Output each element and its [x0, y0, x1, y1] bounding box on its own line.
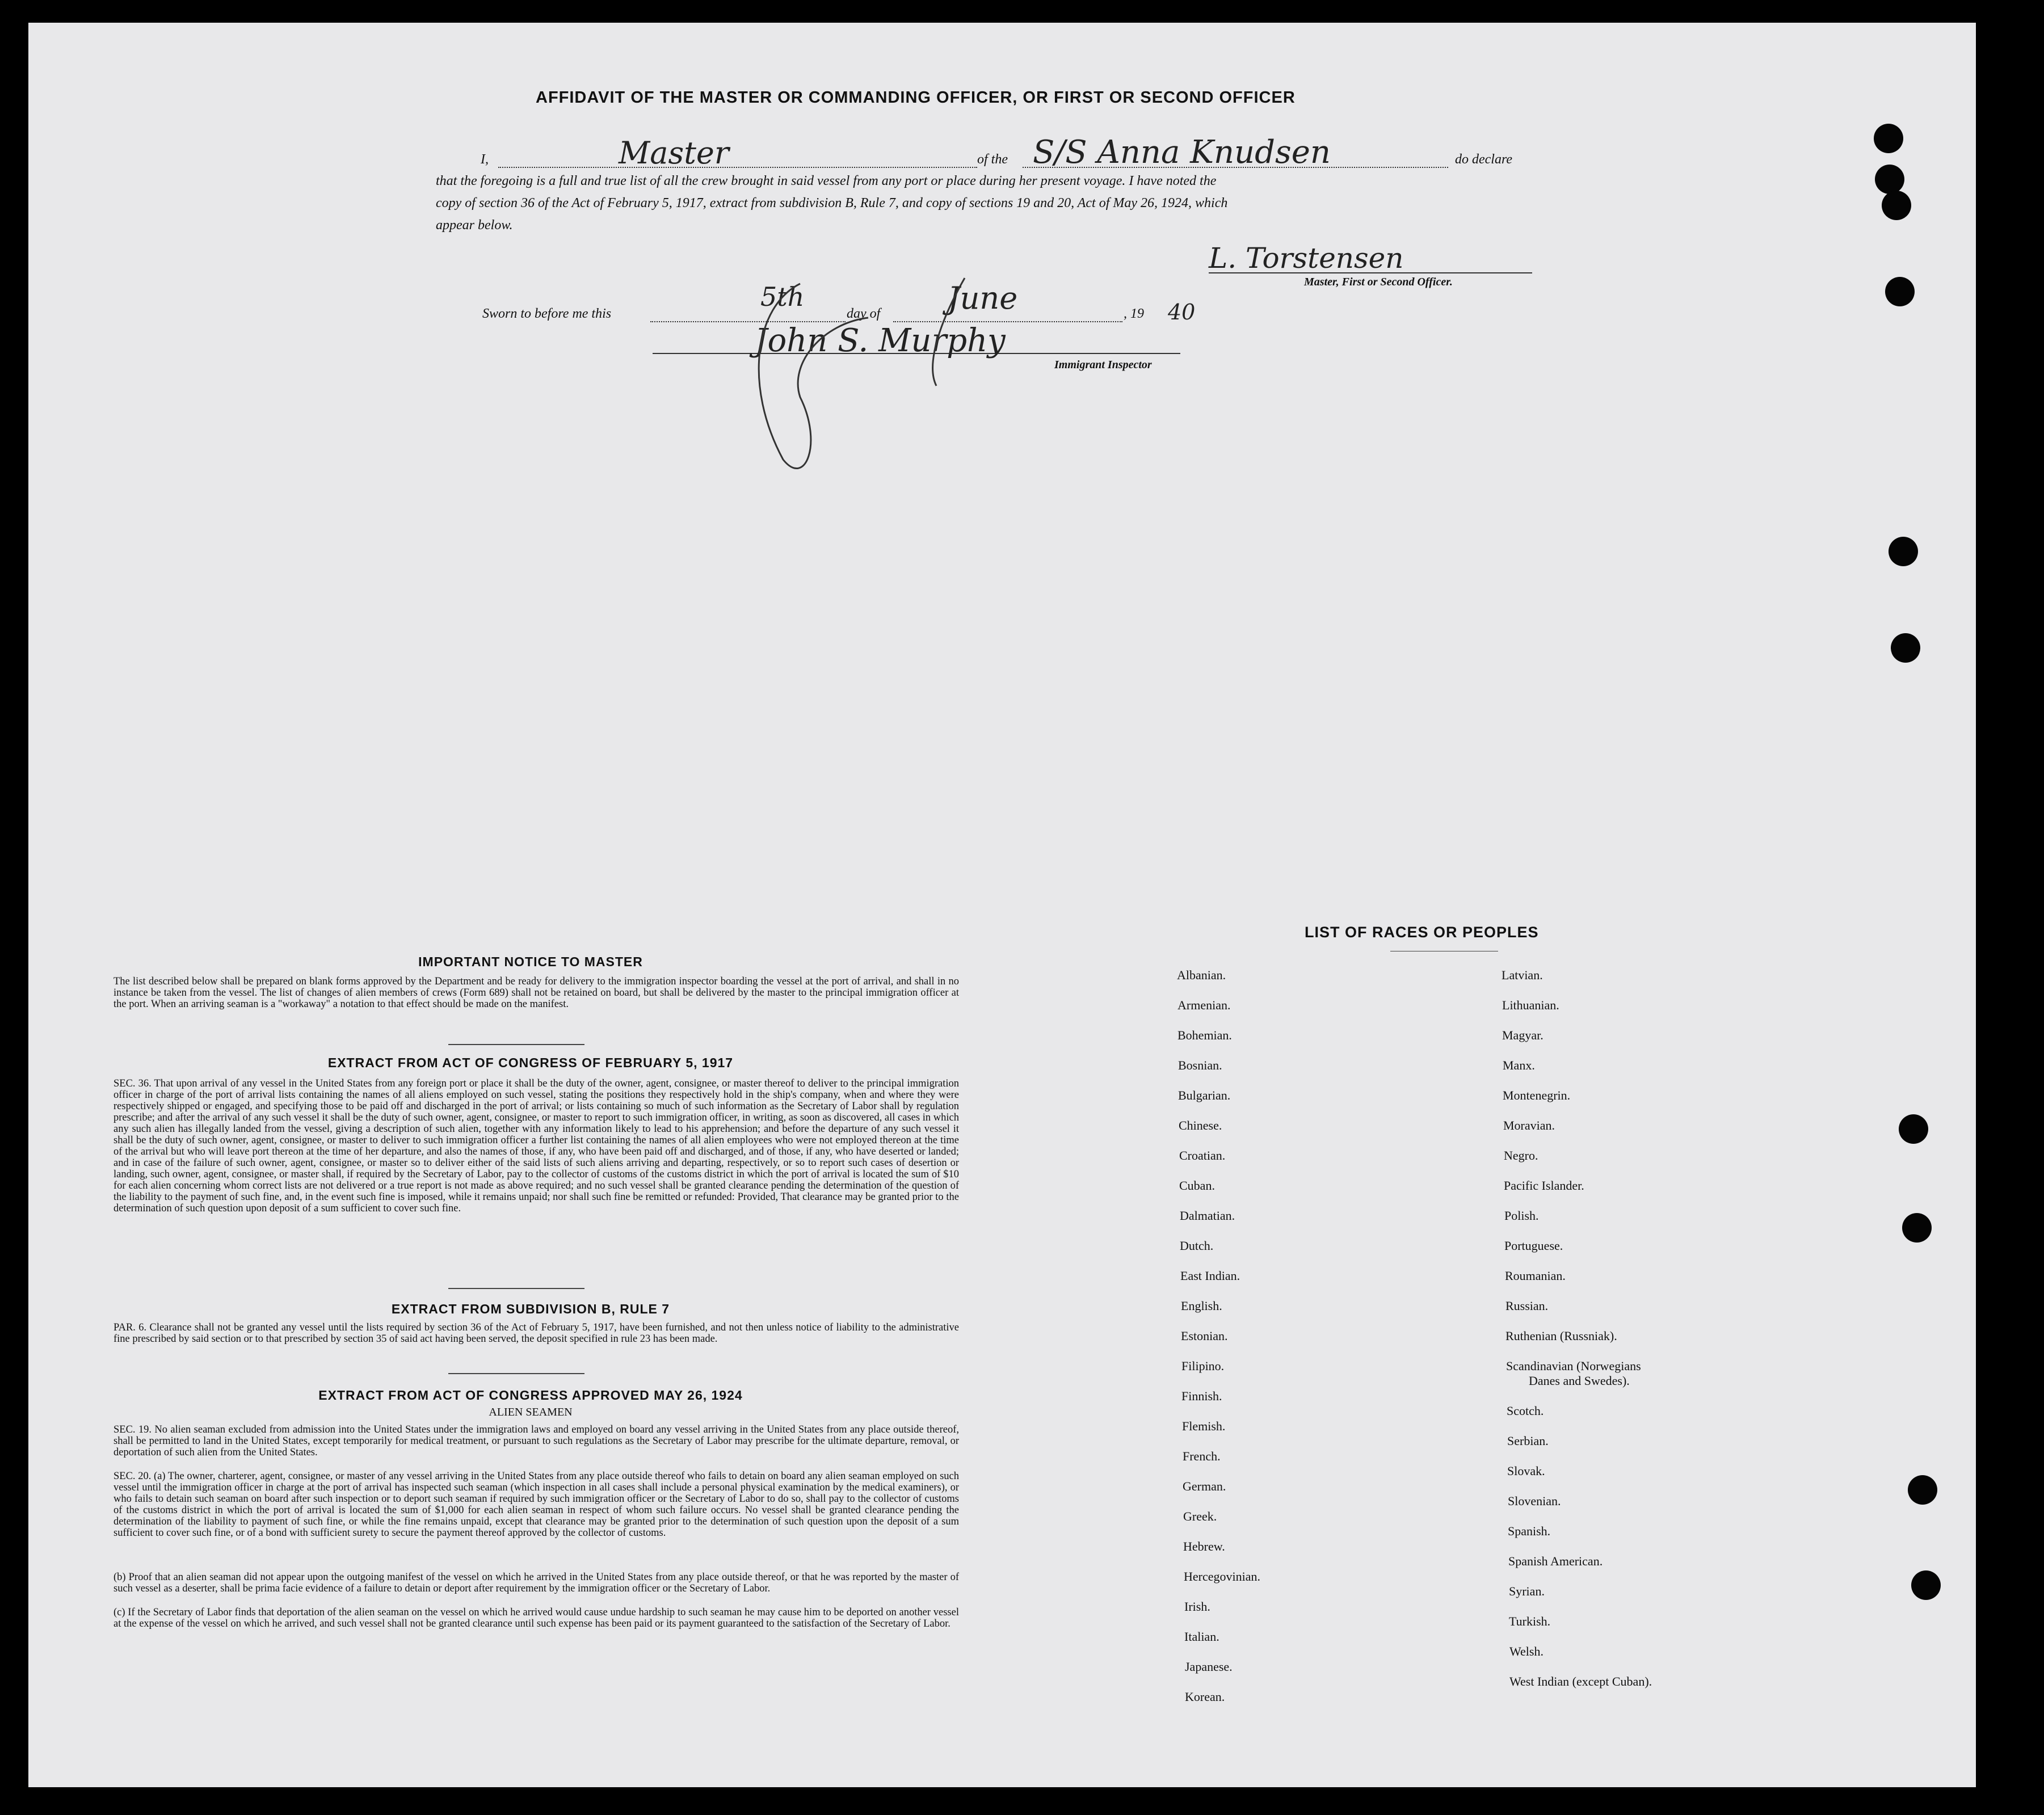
race-item: Finnish. — [1181, 1389, 1222, 1403]
affidavit-body-line3: copy of section 36 of the Act of February 5, 1917, extract from subdivision B, Rule 7, and copy of sections 19 and 20, Act of May 26, 1924, which — [436, 196, 1228, 210]
race-item: Syrian. — [1509, 1584, 1545, 1598]
punch-hole — [1902, 1213, 1932, 1243]
race-item: Portuguese. — [1504, 1239, 1563, 1253]
race-item: Welsh. — [1509, 1644, 1543, 1658]
affidavit-body-line2: that the foregoing is a full and true list of all the crew brought in said vessel from any port or place during her present voyage. I have noted the — [436, 174, 1217, 188]
race-item: Bohemian. — [1177, 1028, 1232, 1042]
race-item: Flemish. — [1182, 1419, 1226, 1433]
race-item: Chinese. — [1179, 1118, 1222, 1132]
race-item: West Indian (except Cuban). — [1509, 1674, 1652, 1688]
punch-hole — [1875, 165, 1904, 194]
race-item: Turkish. — [1509, 1614, 1551, 1628]
race-item: Dutch. — [1180, 1239, 1214, 1253]
race-item: Magyar. — [1502, 1028, 1543, 1042]
rank-handwritten: Master — [619, 135, 729, 171]
race-item: Slovak. — [1507, 1464, 1545, 1478]
sworn-year-handwritten: 40 — [1168, 300, 1196, 325]
race-item: Montenegrin. — [1503, 1088, 1571, 1102]
race-item: Serbian. — [1507, 1434, 1549, 1448]
signature-caption: Master, First or Second Officer. — [1304, 276, 1453, 288]
race-item: Estonian. — [1181, 1329, 1228, 1343]
race-item: Italian. — [1184, 1629, 1219, 1644]
race-item: Bulgarian. — [1178, 1088, 1231, 1102]
race-item: Latvian. — [1502, 968, 1543, 982]
races-title: LIST OF RACES OR PEOPLES — [1305, 924, 1539, 941]
race-item: Albanian. — [1177, 968, 1226, 982]
inspector-signature: John S. Murphy — [755, 322, 1006, 359]
punch-hole — [1908, 1475, 1937, 1505]
separator — [448, 1373, 584, 1374]
punch-hole — [1889, 537, 1918, 566]
race-item: Pacific Islander. — [1504, 1178, 1584, 1193]
race-item: Scotch. — [1507, 1404, 1544, 1418]
race-item: Filipino. — [1181, 1359, 1225, 1373]
vessel-handwritten: S/S Anna Knudsen — [1033, 134, 1331, 171]
notice-text: The list described below shall be prepared on blank forms approved by the Department and be ready for delivery to the immigration inspector boarding the vessel at the port of arrival, and shall in no instance be taken from the vessel. The list of changes of alien members of crews (Form 689) shall not be retained on board, but shall be delivered by the master to the principal immigration officer at the port. When an arriving seaman is a "workaway" a notation to that effect should be made on the manifest. — [113, 976, 959, 1010]
race-item: East Indian. — [1180, 1269, 1240, 1283]
race-item: Cuban. — [1179, 1178, 1215, 1193]
race-item: German. — [1183, 1479, 1226, 1493]
document-page — [28, 23, 1976, 1787]
sworn-day-label: day of — [847, 306, 881, 321]
race-item: Scandinavian (Norwegians — [1506, 1359, 1641, 1373]
extract-rule7-title: EXTRACT FROM SUBDIVISION B, RULE 7 — [391, 1302, 670, 1316]
race-item: Korean. — [1185, 1690, 1225, 1704]
extract-rule7-text: PAR. 6. Clearance shall not be granted any vessel until the lists required by section 36 of the Act of February 5, 1917, have been furnished, and not then unless notice of liability to the administrative fine prescribed by said section or to that prescribed by section 35 of said act having been served, the deposit specified in rule 23 has been made. — [113, 1322, 959, 1345]
sworn-month-handwritten: June — [948, 280, 1018, 316]
extract-1917-text: SEC. 36. That upon arrival of any vessel in the United States from any foreign port or place it shall be the duty of the owner, agent, consignee, or master thereof to deliver to the principal immigration officer in charge of the port of arrival lists containing the names of all aliens employed on such vessel, stating the positions they respectively hold in the ship's company, when and where they were respectively shipped or engaged, and specifying those to be paid off and discharged in the port of arrival; or lists containing so much of such information as the Secretary of Labor shall by regulation prescribe; and after the arrival of any such vessel it shall be the duty of such owner, agent, consignee, or master to report to such immigration officer, in writing, as soon as discovered, all cases in which any such alien has illegally landed from the vessel, giving a description of such alien, together with any information likely to lead to his apprehension; and before the departure of any such vessel it shall be the duty of such owner, agent, consignee, or master to deliver to such immigration officer a further list containing the names of all alien employees who were not employed thereon at the time of the arrival but who will leave port thereon at the time of her departure, and also the names of those, if any, who have been paid off and discharged, and of those, if any, who have deserted or landed; and in case of the failure of such owner, agent, consignee, or master so to deliver either of the said lists of such aliens arriving and departing, respectively, or so to report such cases of desertion or landing, such owner, agent, consignee, or master shall, if required by the Secretary of Labor, pay to the collector of customs of the customs district in which the port of arrival is located the sum of $10 for each alien concerning whom correct lists are not delivered or a true report is not made as above required; and no such vessel shall be granted clearance pending the determination of the question of the liability to the payment of such fine, and, in the event such fine is imposed, while it remains unpaid; nor shall such fine be remitted or refunded: Provided, That clearance may be granted prior to the determination of such question upon deposit of a sum sufficient to cover such fine. — [113, 1078, 959, 1214]
extract-1917-title: EXTRACT FROM ACT OF CONGRESS OF FEBRUARY 5, 1917 — [327, 1055, 734, 1070]
race-item: Croatian. — [1179, 1148, 1226, 1163]
race-item: Slovenian. — [1508, 1494, 1561, 1508]
race-item: Hebrew. — [1183, 1539, 1225, 1553]
punch-hole — [1885, 277, 1915, 306]
punch-hole — [1874, 124, 1903, 153]
master-signature: L. Torstensen — [1209, 242, 1404, 275]
extract-1924-sec20b: (b) Proof that an alien seaman did not appear upon the outgoing manifest of the vessel on which he arrived in the United States from any place outside thereof, or that he was reported by the master of such vessel as a deserter, shall be prima facie evidence of a failure to detain or deport after requirement by the immigration officer or the Secretary of Labor. — [113, 1572, 959, 1594]
race-item: Dalmatian. — [1180, 1208, 1235, 1223]
punch-hole — [1882, 191, 1911, 220]
affidavit-body-line4: appear below. — [436, 218, 513, 233]
race-item: French. — [1183, 1449, 1221, 1463]
inspector-caption: Immigrant Inspector — [1054, 359, 1152, 371]
inspector-signature-flourish — [738, 272, 1055, 488]
race-item: Bosnian. — [1178, 1058, 1222, 1072]
race-item: Ruthenian (Russniak). — [1505, 1329, 1617, 1343]
race-item: Japanese. — [1185, 1660, 1233, 1674]
notice-title: IMPORTANT NOTICE TO MASTER — [418, 954, 643, 969]
sworn-day-handwritten: 5th — [760, 281, 805, 312]
race-item: Hercegovinian. — [1184, 1569, 1260, 1584]
affidavit-line1-of: of the — [977, 152, 1008, 167]
rank-fill-line — [498, 167, 977, 168]
affidavit-line1-prefix: I, — [481, 152, 489, 167]
race-item: Irish. — [1184, 1599, 1210, 1614]
race-item: English. — [1181, 1299, 1222, 1313]
affidavit-title: AFFIDAVIT OF THE MASTER OR COMMANDING OFFICER, OR FIRST OR SECOND OFFICER — [536, 89, 1296, 107]
race-item: Moravian. — [1503, 1118, 1555, 1132]
extract-1924-sec19: SEC. 19. No alien seaman excluded from admission into the United States under the immigration laws and employed on board any vessel arriving in the United States from any place outside thereof, shall be permitted to land in the United States, except temporarily for medical treatment, or pursuant to such regulations as the Secretary of Labor may prescribe for the ultimate departure, removal, or deportation of such alien from the United States. — [113, 1424, 959, 1458]
extract-1924-subtitle: ALIEN SEAMEN — [489, 1406, 573, 1418]
separator — [448, 1288, 584, 1289]
race-item: Spanish American. — [1508, 1554, 1603, 1568]
extract-1924-sec20c: (c) If the Secretary of Labor finds that deportation of the alien seaman on the vessel on which he arrived would cause undue hardship to such seaman he may cause him to be deported on another vessel at the expense of the vessel on which he arrived, and such vessel shall not be granted clearance until such expense has been paid or its payment guaranteed to the satisfaction of the Secretary of Labor. — [113, 1607, 959, 1629]
race-item: Polish. — [1504, 1208, 1539, 1223]
affidavit-line1-suffix: do declare — [1455, 152, 1513, 167]
punch-hole — [1891, 633, 1920, 663]
separator — [448, 1044, 584, 1045]
race-item: Roumanian. — [1505, 1269, 1566, 1283]
extract-1924-sec20a: SEC. 20. (a) The owner, charterer, agent, consignee, or master of any vessel arriving in the United States from any place outside thereof who fails to detain on board any alien seaman employed on such vessel until the immigration officer in charge at the port of arrival has inspected such seaman (which inspection in all cases shall include a personal physical examination by the medical examiners), or who fails to detain such seaman on board after such inspection or to deport such seaman if required by such immigration officer or the Secretary of Labor to do so, shall pay to the collector of customs of the customs district in which the port of arrival is located the sum of $1,000 for each alien seaman in respect of whom such failure occurs. No vessel shall be granted clearance pending the determination of the liability to payment of such fine, or while the fine remains unpaid, except that clearance may be granted prior to the determination of such question upon the deposit of a sum sufficient to cover such fine, or of a bond with sufficient surety to secure the payment thereof approved by the collector of customs. — [113, 1471, 959, 1539]
race-item: Greek. — [1183, 1509, 1217, 1523]
sworn-prefix: Sworn to before me this — [482, 306, 612, 321]
sworn-year-prefix: , 19 — [1124, 306, 1144, 321]
race-item: Russian. — [1505, 1299, 1549, 1313]
race-item: Negro. — [1504, 1148, 1538, 1163]
race-item: Manx. — [1503, 1058, 1535, 1072]
race-item: Lithuanian. — [1502, 998, 1559, 1012]
race-item: Armenian. — [1177, 998, 1231, 1012]
race-item: Danes and Swedes). — [1529, 1374, 1630, 1388]
punch-hole — [1899, 1114, 1928, 1144]
extract-1924-title: EXTRACT FROM ACT OF CONGRESS APPROVED MAY 26, 1924 — [318, 1388, 743, 1403]
punch-hole — [1911, 1570, 1941, 1600]
race-item: Spanish. — [1508, 1524, 1551, 1538]
